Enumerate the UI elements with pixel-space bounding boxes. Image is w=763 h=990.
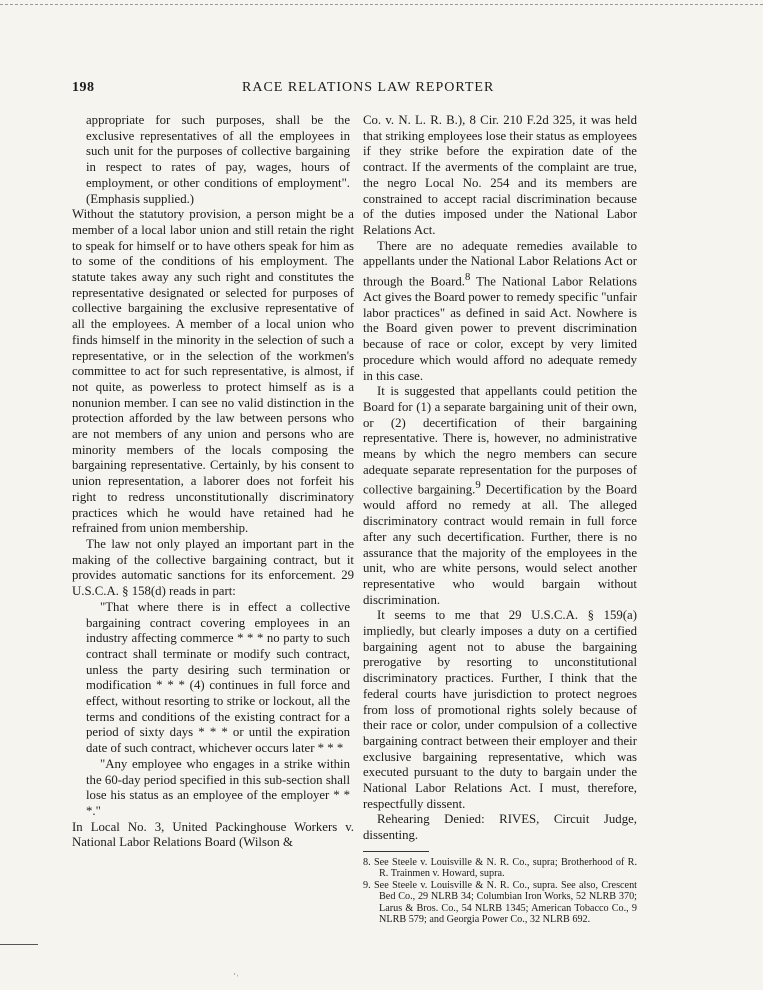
statute-quote: appropriate for such purposes, shall be the exclusive representatives of all the employees in such unit for the purposes of collective bargaining in respect to rates of pay, wages, hours of employment, or other conditions of employment". (Emphasis supplied.) <box>86 113 350 206</box>
paragraph-text: Decertification by the Board would afford no remedy at all. The alleged discriminatory contract would remain in full force after any such decertification. Further, there is no assurance that the majority of the employees in the unit, who are white persons, would select another representative who would bargain without discrimination. <box>363 482 637 607</box>
footnote-divider <box>363 851 429 852</box>
footnote-reference: 8 <box>464 272 471 284</box>
body-paragraph: Without the statutory provision, a person might be a member of a local labor union and still retain the right to speak for himself or to have others speak for him as to some of the conditions of his employment. The statute takes away any such right and constitutes the representative designated or selected for purposes of collective bargaining the exclusive representative of all the employees. A member of a local union who finds himself in the minority in the selection of such a representative, or in the selection of the workmen's committee to act for such representative, is almost, if not quite, as powerless to protect himself as is a nonunion member. I can see no valid distinction in the protection afforded by the law between persons who are not members of any union and persons who are minority members of the locals composing the bargaining representative. Certainly, by his consent to union representation, a laborer does not forfeit his right to redress unconstitutionally discriminatory practices which he would have retained had he refrained from union membership. <box>72 207 354 536</box>
scan-speck: ·˒ <box>233 969 239 979</box>
body-paragraph: In Local No. 3, United Packinghouse Workers v. National Labor Relations Board (Wilson & <box>72 819 354 850</box>
left-column <box>72 113 354 851</box>
right-column <box>363 113 637 926</box>
paragraph-text: There are no adequate remedies available to appellants under the National Labor Relations Act or through the Board. <box>363 238 637 289</box>
running-title: RACE RELATIONS LAW REPORTER <box>242 80 495 95</box>
statute-quote: "That where there is in effect a collective bargaining contract covering employees in an industry affecting commerce * * * no party to such contract shall terminate or modify such contract, unless the party desiring such termination or modification * * * (4) continues in full force and effect, without resorting to strike or lockout, all the terms and conditions of the existing contract for a period of sixty days * * * or until the expiration date of such contract, whichever occurs later * * * <box>86 599 350 756</box>
paragraph-text: The National Labor Relations Act gives the Board power to remedy specific "unfair labor practices" as defined in said Act. Nowhere is the Board given power to prevent discrimination because of race or color, except by very limited procedure which would afford no adequate remedy in this case. <box>363 274 637 383</box>
scan-margin-line <box>0 944 38 945</box>
page-number: 198 <box>72 80 95 95</box>
rehearing-note: Rehearing Denied: RIVES, Circuit Judge, dissenting. <box>363 812 637 843</box>
body-paragraph <box>363 239 637 385</box>
paragraph-text: It is suggested that appellants could petition the Board for (1) a separate bargaining unit of their own, or (2) decertification of their bargaining representative. There is, however, no administrative means by which the negro members can secure adequate separate representation for the purposes of collective bargaining. <box>363 384 637 497</box>
body-paragraph: The law not only played an important part in the making of the collective bargaining contract, but it provides automatic sanctions for its enforcement. 29 U.S.C.A. § 158(d) reads in part: <box>72 536 354 599</box>
footnote-reference: 9 <box>475 480 481 492</box>
footnotes <box>363 857 637 926</box>
top-border <box>0 4 763 5</box>
statute-quote: "Any employee who engages in a strike within the 60-day period specified in this sub-section shall lose his status as an employee of the employer * * *." <box>86 756 350 818</box>
footnote: 8. See Steele v. Louisville & N. R. Co., supra; Brotherhood of R. R. Trainmen v. Howard, supra. <box>363 856 637 880</box>
body-paragraph: Co. v. N. L. R. B.), 8 Cir. 210 F.2d 325, it was held that striking employees lose their status as employees if they strike before the expiration date of the contract. If the averments of the complaint are true, the negro Local No. 254 and its members are constrained to accept racial discrimination because of the duties imposed under the National Labor Relations Act. <box>363 113 638 237</box>
page-header <box>72 80 692 100</box>
body-paragraph <box>363 384 637 608</box>
footnote: 9. See Steele v. Louisville & N. R. Co., supra. See also, Crescent Bed Co., 29 NLRB 34; Columbian Iron Works, 52 NLRB 370; Larus & Bros. Co., 54 NLRB 1345; American Tobacco Co., 9 NLRB 579; and Georgia Power Co., 32 NLRB 692. <box>363 879 637 926</box>
body-paragraph: It seems to me that 29 U.S.C.A. § 159(a) impliedly, but clearly imposes a duty on a certified bargaining agent not to abuse the bargaining prerogative by resorting to unconstitutional discriminatory practices. Further, I think that the federal courts have jurisdiction to protect negroes from loss of promotional rights solely because of their race or color, under compulsion of a collective bargaining contract between their employer and their exclusive bargaining representative, which was executed pursuant to the duty to bargain under the National Labor Relations Act. I must, therefore, respectfully dissent. <box>363 608 637 811</box>
